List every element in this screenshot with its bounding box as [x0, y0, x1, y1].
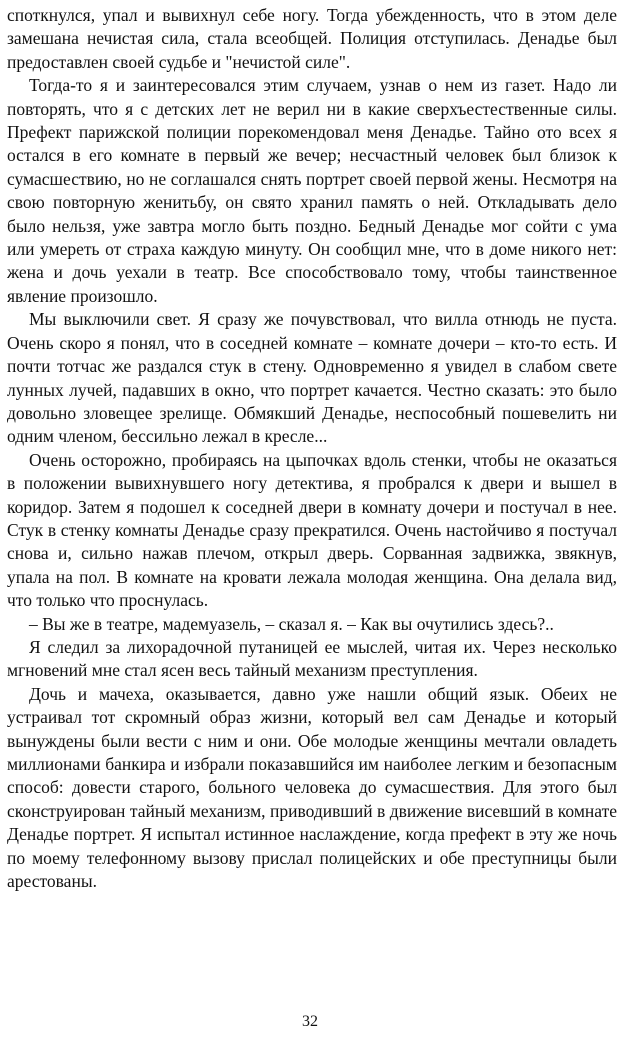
- paragraph-1: споткнулся, упал и вывихнул себе ногу. Тогда убежденность, что в этом деле замешана нечистая сила, стала всеобщей. Полиция отступилась. Денадье был предоставлен своей судьбе и "нечистой силе".: [7, 5, 617, 72]
- body-text: [7, 4, 617, 893]
- paragraph-3: Мы выключили свет. Я сразу же почувствовал, что вилла отнюдь не пуста. Очень скоро я понял, что в соседней комнате – комнате дочери – кто-то есть. И почти тотчас же раздался стук в стену. Одновременно я увидел в слабом свете лунных лучей, падавших в окно, что портрет качается. Честно сказать: это было довольно зловещее зрелище. Обмякший Денадье, неспособный пошевелить ни одним членом, бессильно лежал в кресле...: [7, 309, 617, 447]
- page-number: 32: [302, 1013, 318, 1030]
- paragraph-6: Я следил за лихорадочной путаницей ее мыслей, читая их. Через несколько мгновений мне стал ясен весь тайный механизм преступления.: [7, 636, 617, 681]
- paragraph-7: Дочь и мачеха, оказывается, давно уже нашли общий язык. Обеих не устраивал тот скромный образ жизни, который вел сам Денадье и который вынуждены были вести с ним и они. Обе молодые женщины мечтали овладеть миллионами банкира и избрали показавшийся им наиболее легким и безопасным способ: довести старого, больного человека до сумасшествия. Для этого был сконструирован тайный механизм, приводивший в движение висевший в комнате Денадье портрет. Я испытал истинное наслаждение, когда префект в эту же ночь по моему телефонному вызову прислал полицейских и обе преступницы были арестованы.: [7, 683, 617, 892]
- paragraph-5: – Вы же в театре, мадемуазель, – сказал я. – Как вы очутились здесь?..: [29, 613, 554, 634]
- paragraph-4: Очень осторожно, пробираясь на цыпочках вдоль стенки, чтобы не оказаться в положении вывихнувшего ногу детектива, я пробрался к двери и вышел в коридор. Затем я подошел к соседней двери в комнату дочери и постучал в нее. Стук в стенку комнаты Денадье сразу прекратился. Очень настойчиво я постучал снова и, сильно нажав плечом, открыл дверь. Сорванная задвижка, звякнув, упала на пол. В комнате на кровати лежала молодая женщина. Она делала вид, что только что проснулась.: [7, 449, 617, 611]
- paragraph-2: Тогда-то я и заинтересовался этим случаем, узнав о нем из газет. Надо ли повторять, что я с детских лет не верил ни в какие сверхъестественные силы. Префект парижской полиции порекомендовал меня Денадье. Тайно ото всех я остался в его комнате в первый же вечер; несчастный человек был близок к сумасшествию, но не соглашался снять портрет своей первой жены. Несмотря на свою повторную женитьбу, он свято хранил память о ней. Откладывать дело было нельзя, уже завтра могло быть поздно. Бедный Денадье мог сойти с ума или умереть от страха каждую минуту. Он сообщил мне, что в доме никого нет: жена и дочь уехали в театр. Все способствовало тому, чтобы таинственное явление произошло.: [7, 75, 617, 306]
